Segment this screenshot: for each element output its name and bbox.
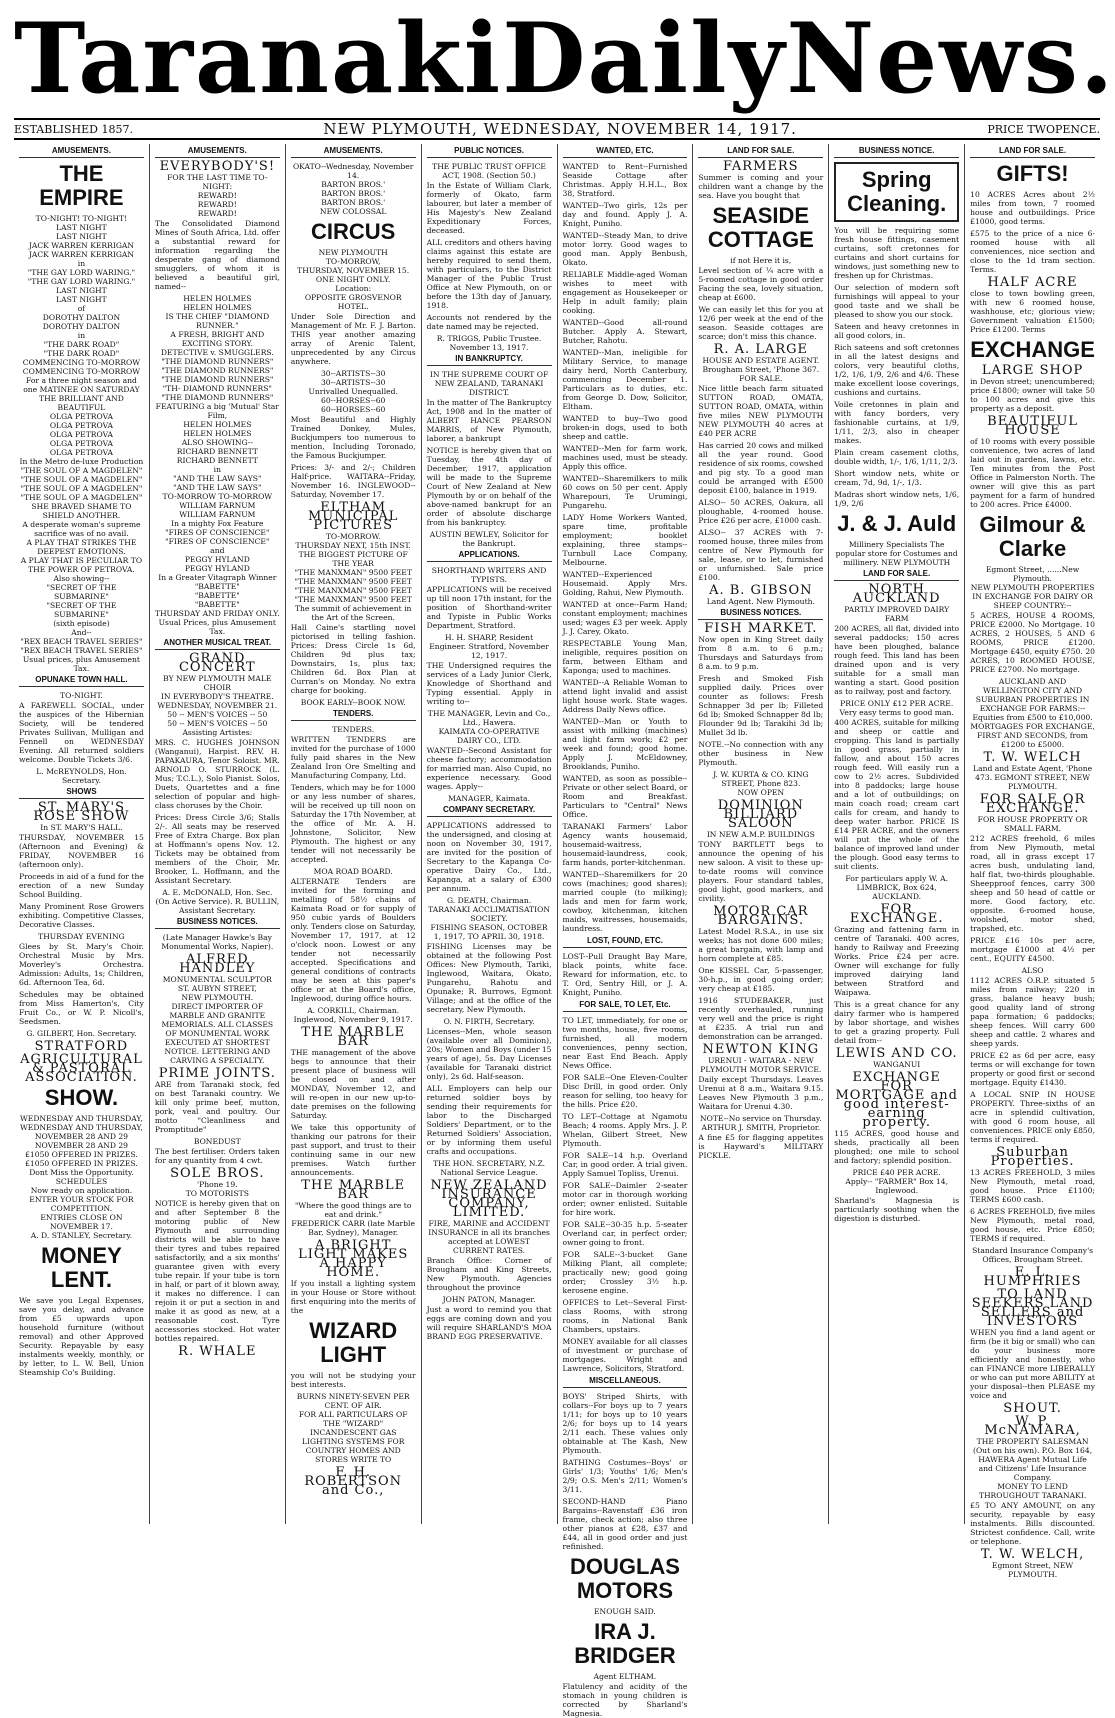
c8-h11: TO LAND SEEKERS LAND SELLERS and INVESTORS (971, 1287, 1094, 1329)
c1-t5: For a three night season and one MATINEE ON SATURDAY THE BRILLIANT AND BEAUTIFUL OLGA PETROVA OLGA PETROVA OLGA PETROVA OLGA PETROVA OLGA PETROVA (23, 376, 140, 457)
c3-t10: "Where the good things are to eat and drink." (294, 1201, 412, 1219)
c6-t1: if not Here it is, (730, 256, 792, 265)
c6-h2: SEASIDE COTTAGE (707, 203, 814, 252)
c5-p24: FOR SALE--Daimler 2-seater motor car in thorough working order; owner enlisted. Suitable for hire work. (562, 1181, 688, 1217)
masthead-word-3: News. (786, 2, 1115, 115)
c8-h3: EXCHANGE (970, 337, 1095, 362)
c3-t3: 30--ARTISTS--30 30--ARTISTS--30 Unrivalled Unequalled. 60--HORSES--60 60--HORSES--60 (308, 369, 398, 414)
c6-p14: 1916 STUDEBAKER, just recently overhauled, running very well and the price is right at £235. A trial run and demonstration can be arranged. (698, 996, 824, 1041)
c4-t2: IN THE SUPREME COURT OF NEW ZEALAND, TARANAKI DISTRICT. (429, 370, 549, 397)
c1-t3: JACK WARREN KERRIGAN JACK WARREN KERRIGAN in "THE GAY LORD WARING." "THE GAY LORD WARING." (27, 241, 136, 286)
c7-sec: BUSINESS NOTICE. (834, 146, 959, 158)
c5-sec4: MISCELLANEOUS. (563, 1376, 688, 1388)
c1-p3: Proceeds in aid of a fund for the erection of a new Sunday School Building. (19, 872, 144, 899)
c6-t2: HOUSE AND ESTATE AGENT. Brougham Street, 'Phone 367. (702, 356, 820, 374)
c4-p6: APPLICATIONS will be received up till noon 17th instant, for the position of Shorthand-writer and Typiste in Public Works Department, Stratford. (426, 585, 552, 630)
c5-p22: TO LET--Cottage at Ngamotu Beach; 4 rooms. Apply Mrs. J. P. Whelan, Gilbert Street, New Plymouth. (562, 1112, 688, 1148)
c4-p7: THE Undersigned requires the services of a Lady Junior Clerk, Knowledge of Shorthand and Typing essential. Apply in writing to-- (426, 661, 552, 706)
c7-h3: NORTH AUCKLAND (852, 582, 941, 606)
c4-p1: In the Estate of William Clark, formerly of Okato, farm labourer, but later a member of His Majesty's New Zealand Expeditionary Forces, deceased. (426, 181, 552, 235)
c2-t4: DETECTIVE v. SMUGGLERS. "THE DIAMOND RUNNERS" "THE DIAMOND RUNNERS" "THE DIAMOND RUNNERS" "TH- DIAMOND RUNNERS" "THE DIAMOND RUNNERS" (160, 348, 274, 402)
c6-p1: Summer is coming and your children want a change by the sea. Have you bought that (698, 173, 824, 200)
c8-p7: 212 ACRES freehold, 6 miles from New Plymouth, metal road, all in grass except 17 acres bush, undulating land, half flat, two-thirds ploughable. Sheepproof fences, carry 300 sheep and 50 head of cattle or more. Good factory, etc. opposite. 6-roomed house, woolshed, motor shed, trapshed, etc. (970, 834, 1095, 933)
c3-h2: ELTHAM MUNICIPAL PICTURES (307, 500, 399, 533)
c3-h7: F. H. ROBERTSON and Co., (304, 1465, 403, 1498)
c7-t3: PRICE ONLY £12 PER ACRE. Very easy terms to good man. (839, 699, 954, 717)
c8-p1: 10 ACRES Acres about 2½ miles from town, 7 roomed house and outbuildings. Price £1000, good terms. (970, 190, 1095, 226)
c5-h1: DOUGLAS MOTORS (569, 1554, 680, 1603)
c2-h3: ALFRED HANDLEY (179, 952, 256, 976)
c8-p5: of 10 rooms with every possible convenience, two acres of land laid out in gardens, lawns, etc. Ten minutes from the Post Office in Palmerston North. The owner will give this as part payment for a farm of hundred to 200 acres. Price £4000. (970, 437, 1095, 509)
c4-t4: KAIMATA CO-OPERATIVE DAIRY CO., LTD. (438, 727, 540, 745)
column-6 (693, 144, 829, 1524)
c8-p11: A LOCAL SNIP IN HOUSE PROPERTY. Three-sixths of an acre in splendid cultivation, with good 6 room house, all conveniences. PRICE only £850, terms if required. (970, 1090, 1095, 1144)
c4-t6: FISHING SEASON, OCTOBER 1, 1917, TO APRIL 30, 1918. (430, 923, 548, 941)
c4-sig4: THE MANAGER, Levin and Co., Ltd., Hawera. (427, 709, 551, 727)
c5-p32: Flatulency and acidity of the stomach in young children is corrected by Sharland's Magnesia. (562, 1682, 688, 1718)
c6-t9: NOTE--No service on Thursday. ARTHUR J. SMITH, Proprietor. (700, 1114, 822, 1132)
c7-h6: EXCHANGE FOR MORTGAGE and good interest-earning property. (835, 1070, 958, 1130)
c7-t5: PRICE £40 PER ACRE. (852, 1168, 941, 1177)
c6-p2: Level section of ¼ acre with a 5-roomed cottage in good order Facing the sea, lovely situation, cheap at £600. (698, 266, 824, 302)
c5-p15: WANTED--Man or Youth to assist with milking (machines) and light farm work; £2 per week and found; good home. Apply J. McEldowney, Brooklands, Puniho. (562, 717, 688, 771)
c7-t1: Millinery Specialists The popular store for Costumes and millinery. NEW PLYMOUTH (835, 540, 958, 567)
c8-sec: LAND FOR SALE. (970, 146, 1095, 158)
c3-p7: ALTERNATE Tenders are invited for the forming and metalling of 58½ chains of Kaimata Road or for supply of 950 cubic yards of Boulders only. Tenders close on Saturday, November 17, 1917, at 12 o'clock noon. Lowest or any tender not necessarily accepted. Specifications and general conditions of contracts may be seen at this paper's office or at the Board's office, Inglewood, during office hours. (290, 877, 416, 1003)
c7-h2: J. & J. Auld (837, 511, 957, 536)
c8-h2: HALF ACRE (987, 275, 1078, 290)
c7-p3: Sateen and heavy cretonnes in all good colors, in. (834, 322, 960, 340)
dateline (14, 118, 1100, 140)
c3-p8: THE management of the above begs to announce that their present place of business will be closed on and after MONDAY, November 12, and will re-open in our new up-to-date premises on the following Saturday. (290, 1048, 416, 1120)
c1-t10: In ST. MARY'S HALL. (40, 823, 123, 832)
c5-p1: WANTED to Rent--Furnished Seaside Cottage after Christmas. Apply H.H.L., Box 38, Stratford. (562, 162, 688, 198)
c6-p13: One KISSEL Car, 5-passenger, 30-h.p., in good going order; very cheap at £185. (698, 966, 824, 993)
column-8 (965, 144, 1100, 1579)
c8-p13: 6 ACRES FREEHOLD, five miles New Plymouth, metal road, good house, etc. Price £850; TERMS if required. (970, 1207, 1095, 1243)
c1-p6: Schedules may be obtained from Miss Hamerton's, City Fruit Co., or W. P. Nicoll's, Seedsmen. (19, 990, 144, 1026)
c2-h5: SOLE BROS. (170, 1166, 265, 1181)
c1-t8: Also showing-- "SECRET OF THE SUBMARINE" "SECRET OF THE SUBMARINE" (sixth episode) And-- "REX BEACH TRAVEL SERIES" "REX BEACH TRAVEL SERIES" Usual prices, plus Amusement Tax. (20, 574, 143, 673)
c4-sig7: O. N. FIRTH, Secretary. (443, 1017, 535, 1026)
c3-h3: THE MARBLE BAR (301, 1025, 406, 1049)
c1-t15: ENTER YOUR STOCK FOR COMPETITION. (29, 1195, 134, 1213)
c7-p2: Our selection of modern soft furnishings will appeal to your good taste and we shall be pleased to show you our stock. (834, 283, 960, 319)
c5-p18: WANTED--Sharemilkers for 20 cows (machines; good shares); married couple (to milking); lads and men for farm work, cowboy, kitchenman, kitchen maids, waitresses, housemaids, laundress. (562, 870, 688, 933)
c8-p9: 1112 ACRES O.R.P. situated 5 miles from railway; 220 in grass, balance heavy bush; good quality land of strong papa formation; 6 paddocks; sheep fences. Will carry 600 sheep and cattle. 2 whares and sheep yards. (970, 976, 1095, 1048)
c6-t3: FOR SALE. (739, 374, 783, 383)
c1-p1: A FAREWELL SOCIAL, under the auspices of the Hibernian Society, will be tendered Privates Sullivan, Mulligan and Fennell on WEDNESDAY Evening. All returned soldiers welcome. Double Tickets 3/6. (19, 701, 144, 764)
c6-t7: IN NEW A.M.P. BUILDINGS (706, 830, 815, 839)
c8-t3: AUCKLAND AND WELLINGTON CITY AND SUBURBAN PROPERTIES IN EXCHANGE FOR FARMS:-- Equities from £500 to £10,000. MORTGAGES FOR EXCHANGE, FIRST AND SECONDS, from £1200 to £5000. (970, 677, 1095, 749)
c8-p3: close to town bowling green, with new 6 roomed house, washhouse, etc; glorious view; Government valuation £1500; Price £1200. Terms (970, 289, 1095, 334)
c1-t12: WEDNESDAY AND THURSDAY, WEDNESDAY AND THURSDAY, NOVEMBER 28 AND 29 NOVEMBER 28 AND 29 (20, 1114, 143, 1150)
c3-t9: MOA ROAD BOARD. (313, 867, 393, 876)
c4-p10: FISHING Licenses may be obtained at the following Post Offices: New Plymouth, Tariki, Inglewood, Waitara, Okato, Pungarehu, Rahotu and Opunake; R. Burrows, Egmont Village; and at the office of the secretary, New Plymouth. (426, 942, 552, 1014)
c7-p12: This is a great chance for any dairy farmer who is hampered by labor shortage, and wishes to get a grazing property. Full detail from-- (834, 1000, 960, 1045)
column-5 (558, 144, 694, 1718)
c3-h5: A BRIGHT LIGHT MAKES A HAPPY HOME. (298, 1238, 409, 1280)
c7-p6: Plain cream casement cloths, double width, 1/-, 1/6, 1/11, 2/3. (834, 448, 960, 466)
c2-t1: FOR THE LAST TIME TO-NIGHT: REWARD! REWARD! REWARD! (167, 173, 268, 218)
c3-p1: Under Sole Direction and Management of Mr. F. J. Barton. THIS year another amazing array of Arenic Talent, unprecedented by any Circus anywhere. (290, 312, 416, 366)
c1-sec: AMUSEMENTS. (19, 146, 144, 158)
c5-p11: WANTED--Experienced Housemaid. Apply Mrs. Golding, Rahui, New Plymouth. (562, 570, 688, 597)
c8-t7: Standard Insurance Company's Offices, Brougham Street. (972, 1246, 1094, 1264)
c4-sig1: R. TRIGGS, Public Trustee. November 13, 1917. (436, 334, 542, 352)
c3-t13: FOR ALL PARTICULARS OF THE "WIZARD" INCANDESCENT GAS LIGHTING SYSTEMS FOR COUNTRY HOMES AND STORES WRITE TO (298, 1410, 408, 1464)
c2-t2: HELEN HOLMES HELEN HOLMES IS THE CHIEF "DIAMOND RUNNER." (165, 294, 270, 330)
c5-p8: WANTED--Men for farm work, machines used, must be steady. Apply this office. (562, 444, 688, 471)
c2-sec: AMUSEMENTS. (155, 146, 280, 158)
c1-h5: SHOW. (44, 1085, 119, 1110)
c5-p2: WANTED--Two girls, 12s per day and found. Apply J. A. Knight, Puniho. (562, 201, 688, 228)
c5-p19: LOST--Pull Draught Bay Mare, black points, white face. Reward for information, etc. to T. Ord, Sentry Hill, or J. A. Knight, Puniho. (562, 952, 688, 997)
c5-p21: FOR SALE--One Eleven-Coulter Disc Drill, in good order. Only reason for selling, too heavy for the hills. Price £20. (562, 1073, 688, 1109)
c5-p29: BOYS' Striped Shirts, with collars--For boys up to 7 years 1/11; for boys up to 10 years 2/6; for boys up to 14 years 2/11 each. These values only obtainable at The Kash, New Plymouth. (562, 1392, 688, 1455)
c4-p13: Branch Office: Corner of Brougham and King Streets, New Plymouth. Agencies throughout the province (426, 1256, 552, 1292)
c4-p5: NOTICE is hereby given that on Tuesday, the 4th day of December, 1917, application will be made to the Supreme Court of New Zealand at New Plymouth by or on behalf of the above-named bankrupt for an order of absolute discharge from his bankruptcy. (426, 446, 552, 527)
c4-t5: TARANAKI ACCLIMATISATION SOCIETY. (428, 905, 550, 923)
c7-p10: 400 ACRES, suitable for milking and sheep or cattle and cropping. This land is partially in good grass, partially in fallow, and about 150 acres rough feed. Will easily run a cow to 2½ acres. Subdivided into 8 paddocks; large house and a lot of outbuildings; on main coach road; cream cart calls for cream, and handy to deep water harbor. PRICE IS £14 PER ACRE, and the owners will put the whole of the balance of improved land under the plough. Good easy terms to suit clients. (834, 718, 960, 871)
c4-sig2: AUSTIN BEWLEY, Solicitor for the Bankrupt. (429, 530, 549, 548)
c6-p3: We can easily let this for you at 12/6 per week at the end of the season. Seaside cottages are scarce; don't miss this chance. (698, 305, 824, 341)
c2-t8: BY NEW PLYMOUTH MALE CHOIR IN EVERYBODY'S THEATRE. WEDNESDAY, NOVEMBER 21. (157, 674, 278, 710)
c3-sig1: A. CORKILL, Chairman. Inglewood, November 9, 1917. (293, 1006, 413, 1024)
c3-p11: you will not be studying your best interests. (290, 1371, 416, 1389)
c3-sec: AMUSEMENTS. (291, 146, 416, 158)
c5-p13: RESPECTABLE Young Man, ineligible, requires position on farm, between Eltham and Kaponga; used to machines. (562, 639, 688, 675)
c5-p16: WANTED, as soon as possible--Private or other select Board, or Room and Breakfast. Particulars to "Central" News Office. (562, 774, 688, 819)
c5-h2: IRA J. BRIDGER (574, 1619, 676, 1668)
c5-p25: FOR SALE--30-35 h.p. 5-seater Overland car, in perfect order; owner going to front. (562, 1220, 688, 1247)
c1-h4: AGRICULTURAL & PASTORAL ASSOCIATION. (20, 1052, 143, 1085)
c8-t1: Egmont Street, ......New Plymouth. (985, 565, 1080, 583)
c4-p12: ALL Employers can help our returned soldier boys by sending their requirements for labor to the Discharged Soldiers' Department, or to the Returned Soldiers' Association, or by informing them useful crafts and occupations. (426, 1084, 552, 1156)
c3-p9: We take this opportunity of thanking our patrons for their past support, and trust to their continuing same in our new premises. Watch further announcements. (290, 1123, 416, 1177)
c8-h1: GIFTS! (996, 161, 1069, 186)
c4-t3: SHORTHAND WRITERS AND TYPISTS. (431, 566, 547, 584)
c8-t6: ALSO (1021, 966, 1044, 975)
c7-p13: 115 ACRES, good house and sheds, practically all been ploughed; one mile to school and factory; splendid position. (834, 1129, 960, 1165)
c4-sig8: THE HON. SECRETARY, N.Z. National Service League. (433, 1159, 546, 1177)
c7-p8: Madras short window nets, 1/6, 1/9, 2/6 (834, 490, 960, 508)
c8-t4: Land and Estate Agent, 'Phone 473. EGMONT STREET, NEW PLYMOUTH. (973, 764, 1093, 791)
c4-sig3: H. H. SHARP, Resident Engineer. Stratford, November 12, 1917. (429, 633, 549, 660)
c5-p12: WANTED at once--Farm Hand; constant employment; machines used; wages £3 per week. Apply J. J. Carey, Okato. (562, 600, 688, 636)
c7-p9: 200 ACRES, all flat, divided into several paddocks; 150 acres have been ploughed, balance rough feed. This land has been drained upon and is very suitable for a small man wanting a start. Good position as to railway, post and factory. (834, 624, 960, 696)
c2-p4: ARE from Taranaki stock, fed on best Taranaki country. We kill only prime beef, mutton, pork, veal and poultry. Our motto "Cleanliness and Promptitude" (154, 1080, 280, 1134)
c6-h5: FISH MARKET. (704, 621, 818, 636)
c3-h1: CIRCUS (311, 219, 396, 244)
c3-t11: FREDERICK CARR (late Marble Bar, Sydney), Manager. (291, 1219, 415, 1237)
c8-h5: BEAUTIFUL HOUSE (987, 414, 1078, 438)
c8-h10: E. L. HUMPHRIES (983, 1265, 1082, 1289)
c8-h9: Suburban Properties. (990, 1145, 1075, 1169)
c1-t9: TO-NIGHT. (60, 691, 103, 700)
c6-h1: FARMERS (723, 159, 799, 174)
c7-t4: WANGANUI (873, 1060, 921, 1069)
c7-p11: Grazing and fattening farm in centre of Taranaki. 400 acres, handy to Railway and Freezing Works. Price £24 per acre. Owner will exchange for fully improved dairying land between Stratford and Waipawa. (834, 925, 960, 997)
c7-sec2: LAND FOR SALE. (834, 569, 959, 581)
c6-t4: Land Agent. New Plymouth. (706, 597, 815, 606)
c3-t8: TENDERS. (332, 725, 375, 734)
c3-p5: WRITTEN TENDERS are invited for the purchase of 1000 fully paid shares in the New Zealand Iron Ore Smelting and Manufacturing Company, Ltd. (290, 735, 416, 780)
c3-t5: "THE MANXMAN" 9500 FEET "THE MANXMAN" 9500 FEET "THE MANXMAN" 9500 FEET "THE MANXMAN" 9500 FEET (294, 568, 412, 604)
c4-sig5: MANAGER, Kaimata. (448, 794, 531, 803)
c5-sec: WANTED, ETC. (563, 146, 688, 158)
c4-h1: NEW ZEALAND INSURANCE COMPANY, LIMITED. (430, 1178, 548, 1220)
c6-p12: Latest Model R.S.A., in use six weeks; has not done 600 miles; a great bargain, with lamp and horn complete at £85. (698, 927, 824, 963)
c5-p30: BATHING Costumes--Boys' or Girls' 1/3; Youths' 1/6; Men's 2/9; O.S. Men's 2/11; Women's 3/11. (562, 1458, 688, 1494)
c7-p5: Voile cretonnes in plain and with fancy borders, very fashionable curtains, at 1/9, 1/11, 2/3, also in cheaper makes. (834, 400, 960, 445)
c1-sig3: A. D. STANLEY, Secretary. (30, 1231, 133, 1240)
c1-p4: Many Prominent Rose Growers exhibiting. Competitive Classes, Decorative Classes. (19, 902, 144, 929)
c3-h6: WIZARD LIGHT (309, 1318, 398, 1367)
c3-p10: If you install a lighting system in your House or Store without first enquiring into the merits of the (290, 1279, 416, 1315)
masthead-word-1: Taranaki (14, 2, 503, 115)
c5-t2: Agent ELTHAM. (593, 1672, 657, 1681)
column-3 (286, 144, 422, 1524)
c8-p2: £575 to the price of a nice 6-roomed house with all conveniences, nice section and close to the 1d tram section. Terms. (970, 229, 1095, 274)
c1-h1: THE EMPIRE (39, 161, 124, 210)
c5-p14: WANTED--A Reliable Woman to attend light invalid and assist light house work. State wages. Address Daily News office. (562, 678, 688, 714)
c1-sig1: L. McREYNOLDS, Hon. Secretary. (36, 767, 127, 785)
c7-h4: FOR EXCHANGE. (849, 902, 944, 926)
c1-p2: THURSDAY, NOVEMBER 15 (Afternoon and Evening) & FRIDAY, NOVEMBER 16 (afternoon only). (19, 833, 144, 869)
c8-t2: NEW PLYMOUTH PROPERTIES IN EXCHANGE FOR DAIRY OR SHEEP COUNTRY:-- (970, 583, 1095, 610)
c1-sec2: OPUNAKE TOWN HALL. (19, 675, 144, 687)
c4-t7: FIRE, MARINE and ACCIDENT INSURANCE in all its branches accepted at LOWEST CURRENT RATES. (428, 1219, 550, 1255)
c3-h4: THE MARBLE BAR (301, 1178, 406, 1202)
c1-t2: LAST NIGHT LAST NIGHT (56, 223, 107, 241)
c8-h8: FOR SALE OR EXCHANGE. (979, 792, 1086, 816)
c8-p4: in Devon street; unencumbered; price £1800; owner will take 50 to 100 acres and give this property as a deposit. (970, 377, 1095, 413)
c8-t8: THE PROPERTY SALESMAN (Out on his own). P.O. Box 164, HAWERA Agent Mutual Life and Citizens' Life Insurance Company. (972, 1437, 1093, 1482)
c8-p14: WHEN you find a land agent or firm (be it big or small) who can do your business more efficiently and honestly, who can FINANCE more LIBERALLY or who can put more ABILITY at your disposal--then PLEASE my voice and (970, 1328, 1095, 1400)
c4-sec: PUBLIC NOTICES. (427, 146, 552, 158)
c2-h1: EVERYBODY'S! (159, 159, 276, 174)
c4-sig9: JOHN PATON, Manager. (442, 1295, 536, 1304)
c1-h3: STRATFORD (34, 1039, 129, 1054)
c2-t5: FEATURING a big 'Mutual' Star Film, HELEN HOLMES HELEN HOLMES ALSO SHOWING-- RICHARD BENNETT RICHARD BENNETT in "AND THE LAW SAYS" "AND THE LAW SAYS" TO-MORROW TO-MORROW WILLIAM FARNUM WILLIAM FARNUM (155, 402, 279, 519)
c1-sec3: SHOWS (19, 787, 144, 799)
c6-h3: R. A. LARGE (713, 342, 808, 357)
c7-p7: Short window nets, white or cream, 7d, 9d, 1/-, 1/3. (834, 469, 960, 487)
masthead-word-2: Daily (502, 2, 787, 115)
c1-t7: SHE BRAVED SHAME TO SHIELD ANOTHER. A desperate woman's supreme sacrifice was of no avail. A PLAY THAT STRIKES THE DEEPEST EMOTIONS. A PLAY THAT IS PECULIAR TO THE POWER OF PETROVA. (20, 502, 143, 574)
c4-p11: Licenses--Men, whole season (available over all Dominion), 20s; Women and Boys (under 15 years of age), 5s. Day Licenses (available for Taranaki district only), 2s 6d. Half-season. (426, 1027, 552, 1081)
c4-p4: In the matter of The Bankruptcy Act, 1908 and In the matter of ALBERT HANCE PEARSON MARRIS, of New Plymouth, laborer, a bankrupt (426, 398, 552, 443)
c6-sec: LAND FOR SALE. (698, 146, 823, 158)
c6-t5: J. W. KURTA & CO. KING STREET, Phone 823. (713, 770, 809, 788)
c7-p14: Sharland's Magnesia is particularly soothing when the digestion is disturbed. (834, 1196, 960, 1223)
c6-h6: DOMINION BILLIARD SALOON (717, 798, 804, 831)
c7-h1: Spring Cleaning. (834, 162, 959, 222)
c1-sig2: G. GILBERT, Hon. Secretary. (26, 1029, 137, 1038)
c7-p1: You will be requiring some fresh house fittings, casement curtains, soft cretonnes for curtains and short curtains for windows, just something new to freshen up for Christmas. (834, 226, 960, 280)
c7-p4: Rich sateens and soft cretonnes in all the latest designs and colors, very beautiful cloths, 1/2, 1/6, 1/9, 2/6 and 4/6. These make excellent loose coverings, cushions and curtains. (834, 343, 960, 397)
c2-sig1: A. E. McDONALD, Hon. Sec. (On Active Service). R. BULLIN, Assistant Secretary. (155, 888, 280, 915)
c6-p9: Fresh and Smoked Fish supplied daily. Prices over counter as follows: Fresh Schnapper 3d per lb; Filleted 6d lb; Smoked Schnapper 8d lb; Flounder 9d lb; Tarakihi 3d lb; Mullet 3d lb. (698, 674, 824, 737)
c2-t9: 50 -- MEN'S VOICES -- 50 50 -- MEN'S VOICES -- 50 Assisting Artistes: (167, 710, 268, 737)
c4-p9: APPLICATIONS addressed to the undersigned, and closing at noon on November 30, 1917, are invited for the position of Secretary to the Kapanga Co-operative Dairy Co., Ltd., Kapanga, at a salary of £300 per annum. (426, 821, 552, 893)
c5-p17: TARANAKI Farmers' Labor Agency wants housemaid, housemaid-waitress, housemaid-laundress, cook, farm hands, porter-kitchenman. (562, 822, 688, 867)
c5-t1: ENOUGH SAID. (594, 1607, 656, 1616)
c1-t14: SCHEDULES Now ready on application. (30, 1177, 133, 1195)
c3-t7: BOOK EARLY--BOOK NOW. (300, 698, 406, 707)
c5-p9: WANTED--Sharemilkers to milk 60 cows on 50 per cent. Apply Wharepouri, Te Urumingi, Pungarehu. (562, 474, 688, 510)
masthead (0, 0, 1114, 118)
columns (14, 144, 1100, 1718)
c8-t5: FOR HOUSE PROPERTY OR SMALL FARM. (977, 815, 1088, 833)
c1-t13: £1050 OFFERED IN PRIZES. £1050 OFFERED IN PRIZES. Dont Miss the Opportunity. (25, 1150, 138, 1177)
c7-h5: LEWIS AND CO. (835, 1046, 958, 1061)
c8-h13: W. P. McNAMARA, (984, 1414, 1081, 1438)
c3-sec2: TENDERS. (291, 709, 416, 721)
c2-h2: GRAND CONCERT (178, 651, 256, 675)
c2-sec2: ANOTHER MUSICAL TREAT. (155, 638, 280, 650)
c6-h8: NEWTON KING (702, 1042, 820, 1057)
c8-h7: T. W. WELCH (983, 750, 1082, 765)
c3-p6: Tenders, which may be for 1000 or any less number of shares, will be received up till noon on Saturday the 17th November, at the office of Mr. A. H. Johnstone, Solicitor, New Plymouth. The highest or any tender will not necessarily be accepted. (290, 783, 416, 864)
c8-p12: 13 ACRES FREEHOLD, 3 miles New Plymouth, metal road, good house. Price £1100; TERMS £600 cash. (970, 1168, 1095, 1204)
c3-p4: Hall Caine's startling novel pictorised in telling fashion. Prices: Dress Circle 1s 6d, Children 9d plus tax; Downstairs, 1s, plus tax; Children 6d. Box Plan at Curran's on Monday. No extra charge for booking. (290, 623, 416, 695)
c2-t6: In a mighty Fox Feature "FIRES OF CONSCIENCE" "FIRES OF CONSCIENCE" and PEGGY HYLAND PEGGY HYLAND In a Greater Vitagraph Winner "BABETTE" "BABETTE" "BABETTE" (158, 519, 277, 609)
c6-p16: A fine £5 for flagging appetites is Hayward's MILITARY PICKLE. (698, 1133, 824, 1160)
c6-h7: MOTOR CAR BARGAINS. (713, 904, 809, 928)
c2-t15: TO MOTORISTS (185, 1189, 249, 1198)
c1-t11: THURSDAY EVENING (38, 932, 125, 941)
c8-h12: SHOUT. (1003, 1401, 1062, 1416)
c5-p7: WANTED to buy--Two good broken-in dogs, used to both sheep and cattle. (562, 414, 688, 441)
c2-p3: Prices: Dress Circle 3/6; Stalls 2/-. All seats may be reserved Free of Extra Charge. Box plan at Hoffmann's opens Nov. 12. Tickets may be obtained from members of the Choir, Mr. Brooker, L. Hoffmann, and the Assistant Secretary. (154, 813, 280, 885)
c2-t12: DIRECT IMPORTER OF MARBLE AND GRANITE MEMORIALS. ALL CLASSES OF MONUMENTAL WORK EXECUTED AT SHORTEST NOTICE. LETTERING AND CARVING A SPECIALTY. (161, 1002, 274, 1065)
c1-t16: ENTRIES CLOSE ON NOVEMBER 17. (40, 1213, 123, 1231)
c2-p2: MRS. C. HUGHES JOHNSON (Wanganui), Harpist. REV. H. PAPAKAURA, Tenor Soloist. MR. ARNOLD O. STURROCK (L. Mus; T.C.L.), Solo Pianist. Solos, Duets, Quartettes and a fine selection of popular and high-class choruses by the Choir. (154, 738, 280, 810)
c6-t8: URENUI - WAITARA - NEW PLYMOUTH MOTOR SERVICE. (700, 1056, 822, 1074)
price: PRICE TWOPENCE. (987, 122, 1100, 136)
c4-sig6: G. DEATH, Chairman. (446, 896, 532, 905)
c1-p5: Glees by St. Mary's Choir. Orchestral Music by Mrs. Moverley's Orchestra. Admission: Adults, 1s; Children, 6d. Afternoon Tea, 6d. (19, 942, 144, 987)
c2-p5: The best fertiliser. Orders taken for any quantity from 4 cwt. (154, 1147, 280, 1165)
c2-p1: The Consolidated Diamond Mines of South Africa, Ltd. offer a substantial reward for information regarding the desperate gang of diamond smugglers, of whom it is believed a beautiful girl, named-- (154, 219, 280, 291)
c6-h4: A. B. GIBSON (709, 583, 813, 598)
c8-p8: PRICE £16 10s per acre, mortgage £1000 at 4½ per cent., EQUITY £4500. (970, 936, 1095, 963)
c1-p7: We save you Legal Expenses, save you delay, and advance from £5 upwards upon household furniture (without removal) and other Approved Security. Repayable by easy instalments weekly, monthly, or by letter, to L. W. Bell, Union Steamship Co's Building. (19, 1296, 144, 1377)
c2-t14: 'Phone 19. (197, 1180, 238, 1189)
date-place: NEW PLYMOUTH, WEDNESDAY, NOVEMBER 14, 1917. (323, 120, 797, 138)
c2-t11: MONUMENTAL SCULPTOR ST. AUBYN STREET, NEW PLYMOUTH. (162, 975, 272, 1002)
c7-t2: PARTLY IMPROVED DAIRY FARM (844, 605, 950, 623)
established: ESTABLISHED 1857. (14, 122, 133, 136)
column-7 (829, 144, 965, 1524)
c5-p31: SECOND-HAND Piano Bargains--Ravenstaff £36 iron frame, check action; also three other pianos at £28, £37 and £44, all in good order and just refinished. (562, 1497, 688, 1551)
column-2 (150, 144, 286, 1524)
c2-t7: THURSDAY AND FRIDAY ONLY. Usual Prices, plus Amusement Tax. (154, 609, 280, 636)
c4-sec3: APPLICATIONS. (427, 550, 552, 562)
c8-h4: LARGE SHOP (981, 363, 1084, 378)
c6-p6: ALSO-- 50 ACRES, Oakura, all ploughable, 4-roomed house. Price £26 per acre, £1000 cash. (698, 498, 824, 525)
c3-t6: The summit of achievement in the Art of the Screen. (294, 604, 412, 622)
c6-p4: Nice little beach farm situated SUTTON ROAD, OMATA, SUTTON ROAD, OMATA, within five miles NEW PLYMOUTH NEW PLYMOUTH 40 acres at £40 PER ACRE (698, 384, 824, 438)
c8-t9: MONEY TO LEND THROUGHOUT TARANAKI. (978, 1482, 1087, 1500)
c4-sec2: IN BANKRUPTCY. (427, 354, 552, 366)
c6-t6: NOW OPEN (737, 788, 785, 797)
column-4 (422, 144, 558, 1524)
c3-p3: Prices: 3/- and 2/-; Children Half-price. WAITARA--Friday, November 16. INGLEWOOD--Saturday, November 17. (290, 463, 416, 499)
c6-p11: TONY BARTLETT begs to announce the opening of his new saloon. A visit to these up-to-date rooms will convince players. Four standard tables, good light, good markers, and civility. (698, 840, 824, 903)
c3-t2: NEW PLYMOUTH TO-MORROW, THURSDAY, NOVEMBER 15. ONE NIGHT ONLY. Location: OPPOSITE GROSVENOR HOTEL. (297, 248, 410, 311)
c4-sec4: COMPANY SECRETARY. (427, 805, 552, 817)
c5-p4: RELIABLE Middle-aged Woman wishes to meet with engagement as Housekeeper or Help in adult family; plain cooking. (562, 270, 688, 315)
c1-t4: LAST NIGHT LAST NIGHT of DOROTHY DALTON DOROTHY DALTON in "THE DARK ROAD" "THE DARK ROAD" COMMENCING TO-MORROW COMMENCING TO-MORROW (22, 286, 141, 376)
c2-t3: A FRESH, BRIGHT AND EXCITING STORY. (170, 330, 265, 348)
c4-p14: Just a word to remind you that eggs are coming down and you will require SHARLAND'S MOA BRAND EGG PRESERVATIVE. (426, 1305, 552, 1341)
column-1 (14, 144, 150, 1524)
c1-t6: In the Metro de-luxe Production "THE SOUL OF A MAGDELEN" "THE SOUL OF A MAGDELEN" "THE SOUL OF A MAGDELEN" "THE SOUL OF A MAGDELEN" (19, 457, 144, 502)
c8-t10: Egmont Street, NEW PLYMOUTH. (991, 1561, 1074, 1579)
c1-h2: ST. MARY'S ROSE SHOW (33, 800, 130, 824)
c8-p15: £5 TO ANY AMOUNT, on any security, repayable by easy instalments. Bills discounted. Strictest confidence. Call, write or telephone. (970, 1501, 1095, 1546)
c2-p6: NOTICE is hereby given that on and after September 8 the motoring public of New Plymouth and surrounding districts will be able to have their tyres and tubes repaired satisfactorily, and a six months' guarantee given with every tube repair. If your tube is torn in half, or part of it blown away, it makes no difference. I can rejoin it or put a section in and make it as good as new, at a reasonable cost. Tyre accessories stocked. Hot water bottles repaired. (154, 1199, 280, 1343)
c6-p5: Has carried 20 cows and milked all the year round. Good residence of six rooms, cowshed and pig sty. To a good man could be arranged with £500 deposit £100, balance in 1919. (698, 441, 824, 495)
c5-p23: FOR SALE--14 h.p. Overland Car, in good order. A trial given. Apply Samuel Topliss, Urenui. (562, 1151, 688, 1178)
c5-p5: WANTED--Good all-round Butcher. Apply A. Stewart, Butcher, Rahotu. (562, 318, 688, 345)
c8-p6: 5 ACRES, HOUSE 4 ROOMS, PRICE £2000. No Mortgage. 10 ACRES, 2 HOUSES, 5 AND 6 ROOMS, PRICE £1200. Mortgage £450, equity £750. 20 ACRES, 10 ROOMED HOUSE, PRICE £2700. No mortgage. (970, 611, 1095, 674)
c4-t1: THE PUBLIC TRUST OFFICE ACT, 1908. (Section 50.) (432, 162, 546, 180)
c1-t1: TO-NIGHT! TO-NIGHT! (35, 214, 128, 223)
c3-t12: BURNS NINETY-SEVEN PER CENT. OF AIR. (296, 1392, 410, 1410)
c2-t10: (Late Manager Hawke's Bay Monumental Works, Napier). (161, 933, 274, 951)
c8-h14: T. W. WELCH, (980, 1547, 1085, 1562)
c3-t4: TO-MORROW. THURSDAY NEXT, 15th INST. THE BIGGEST PICTURE OF THE YEAR (295, 532, 411, 568)
c5-p20: TO LET, immediately, for one or two months, house, five rooms, furnished, all modern conveniences, penny section, near East End Beach. Apply News Office. (562, 1016, 688, 1070)
c7-sig1: For particulars apply W. A. LIMBRICK, Box 624, AUCKLAND. (845, 874, 948, 901)
c5-p27: OFFICES to Let--Several First-class Rooms, with strong rooms, in National Bank Chambers, upstairs. (562, 1298, 688, 1334)
c6-p10: NOTE.--No connection with any other business in New Plymouth. (698, 740, 824, 767)
c4-p2: ALL creditors and others having claims against this estate are hereby required to send them, with particulars, to the District Manager of the Public Trust Office at New Plymouth, on or before the 13th day of January, 1918. (426, 238, 552, 310)
c6-p15: Daily except Thursdays. Leaves Urenui at 8 a.m., Waitara 9.15. Leaves New Plymouth 3 p.m., Waitara for Urenui 4.30. (698, 1075, 824, 1111)
c2-sec3: BUSINESS NOTICES. (155, 917, 280, 929)
c5-sec2: LOST, FOUND, ETC. (563, 936, 688, 948)
c2-h6: R. WHALE (178, 1344, 257, 1359)
c2-t13: BONEDUST (193, 1137, 241, 1146)
c5-p10: LADY Home Workers Wanted, spare time, profitable employment; booklet explaining, three stamps--Turnbull Lace Company, Melbourne. (562, 513, 688, 567)
c5-sec3: FOR SALE, TO LET, Etc. (563, 1000, 688, 1012)
c5-p6: WANTED--Man, ineligible for Military Service, to manage dairy herd, North Canterbury, commencing December 1. Particulars as to duties, etc. from George D. Dow, Solicitor, Eltham. (562, 348, 688, 411)
c5-p28: MONEY available for all classes of investment or purchase of mortgages. Wright and Lawrence, Solicitors, Stratford. (562, 1337, 688, 1373)
c7-sig2: Apply-- "FARMER" Box 14, Inglewood. (845, 1177, 949, 1195)
c5-p26: FOR SALE--3-bucket Gane Milking Plant, all complete; practically new; good going order; Crossley 3½ h.p. kerosene engine. (562, 1250, 688, 1295)
c8-p10: PRICE £2 as 6d per acre, easy terms or will exchange for town property or good first or second mortgage. Equity £1430. (970, 1051, 1095, 1087)
c5-p3: WANTED--Steady Man, to drive motor lorry. Good wages to good man. Apply Benbush, Okato. (562, 231, 688, 267)
c6-p8: Now open in King Street daily from 8 a.m. to 6 p.m.; Thursdays and Saturdays from 8 a.m. to 9 p.m. (698, 635, 824, 671)
c3-p2: Most Beautiful and Highly Trained Donkey, Mules, Buckjumpers too numerous to mention, Including Toronado, the Famous Buckjumper. (290, 415, 416, 460)
c2-h4: PRIME JOINTS. (158, 1066, 276, 1081)
c6-p7: ALSO-- 37 ACRES with 7-roomed house, three miles from centre of New Plymouth for sale, lease, or to let, furnished or unfurnished. Sale price £100. (698, 528, 824, 582)
c1-h6: MONEY LENT. (41, 1243, 122, 1292)
c3-t1: OKATO--Wednesday, November 14. BARTON BROS.' BARTON BROS.' BARTON BROS.' NEW COLOSSAL (292, 162, 414, 216)
c4-p8: WANTED--Second Assistant for cheese factory; accommodation for married man. Also Cupid, no experience necessary. Good wages. Apply-- (426, 746, 552, 791)
c6-sec2: BUSINESS NOTICES. (698, 608, 823, 620)
c8-h6: Gilmour & Clarke (979, 512, 1086, 561)
c4-p3: Accounts not rendered by the date named may be rejected. (426, 313, 552, 331)
